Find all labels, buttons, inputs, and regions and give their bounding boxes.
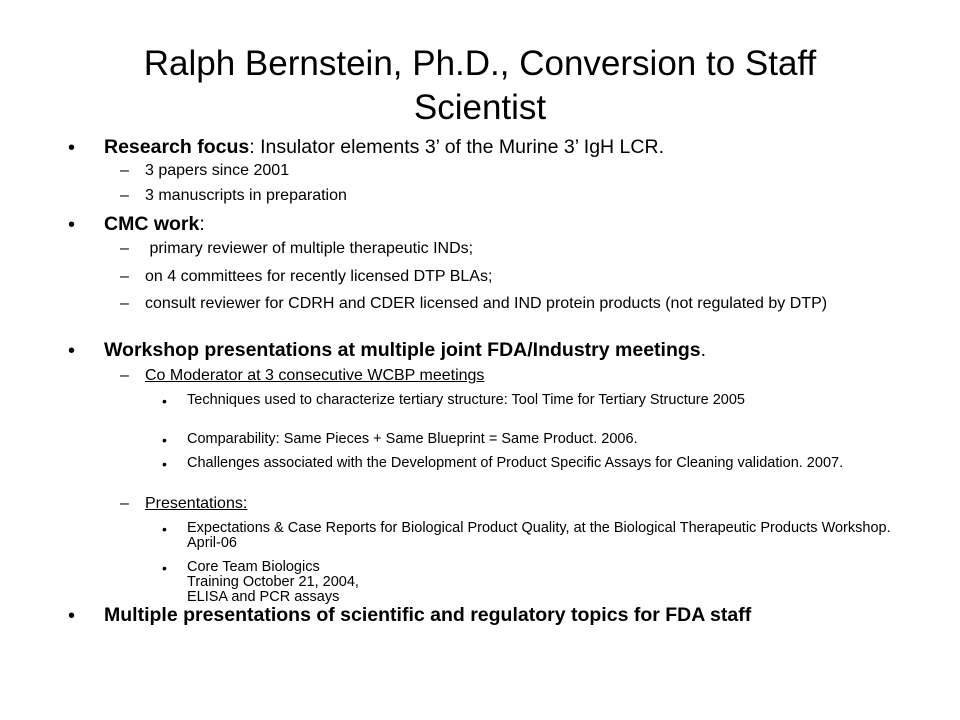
cmc-sub-item: on 4 committees for recently licensed DTP BLAs; bbox=[145, 268, 493, 285]
research-focus-item bbox=[104, 136, 864, 158]
bullet-glyph: • bbox=[162, 393, 167, 409]
bullet-glyph: • bbox=[162, 521, 167, 537]
dash-glyph: – bbox=[120, 162, 129, 179]
dash-glyph: – bbox=[120, 495, 129, 512]
presentation-item: Core Team Biologics Training October 21, 2004, ELISA and PCR assays bbox=[187, 559, 359, 605]
presentation-item: Expectations & Case Reports for Biological Product Quality, at the Biological Therapeutic Products Workshop. April-06 bbox=[187, 520, 891, 551]
wcbp-item: Comparability: Same Pieces + Same Blueprint = Same Product. 2006. bbox=[187, 431, 638, 447]
multiple-presentations-item: Multiple presentations of scientific and regulatory topics for FDA staff bbox=[104, 604, 752, 626]
bullet-glyph: • bbox=[68, 137, 76, 159]
dash-glyph: – bbox=[120, 268, 129, 285]
dash-glyph: – bbox=[120, 295, 129, 312]
presentations-heading: Presentations: bbox=[145, 495, 248, 512]
cmc-work-item bbox=[104, 213, 864, 235]
cmc-sub-item: primary reviewer of multiple therapeutic INDs; bbox=[145, 240, 474, 257]
cmc-work-label: CMC work bbox=[104, 213, 200, 235]
research-sub-item: 3 papers since 2001 bbox=[145, 162, 290, 179]
workshop-label: Workshop presentations at multiple joint FDA/Industry meetings bbox=[104, 339, 701, 361]
research-focus-label: Research focus bbox=[104, 136, 250, 158]
bullet-glyph: • bbox=[162, 560, 167, 576]
slide-title: Ralph Bernstein, Ph.D., Conversion to Staff Scientist bbox=[143, 44, 817, 127]
cmc-sub-item: consult reviewer for CDRH and CDER licensed and IND protein products (not regulated by DTP) bbox=[145, 295, 828, 312]
bullet-glyph: • bbox=[68, 214, 76, 236]
research-focus-text: : Insulator elements 3’ of the Murine 3’ IgH LCR. bbox=[249, 136, 664, 158]
cmc-work-text: : bbox=[199, 213, 205, 235]
wcbp-item: Techniques used to characterize tertiary structure: Tool Time for Tertiary Structure 2005 bbox=[187, 392, 745, 408]
bullet-glyph: • bbox=[162, 432, 167, 448]
workshop-text: . bbox=[700, 339, 707, 361]
comoderator-heading: Co Moderator at 3 consecutive WCBP meetings bbox=[145, 367, 485, 384]
dash-glyph: – bbox=[120, 367, 129, 384]
dash-glyph: – bbox=[120, 240, 129, 257]
wcbp-item: Challenges associated with the Development of Product Specific Assays for Cleaning validation. 2007. bbox=[187, 455, 844, 471]
bullet-glyph: • bbox=[68, 605, 76, 627]
research-sub-item: 3 manuscripts in preparation bbox=[145, 187, 347, 204]
bullet-glyph: • bbox=[68, 340, 76, 362]
dash-glyph: – bbox=[120, 187, 129, 204]
workshop-item bbox=[104, 339, 864, 361]
bullet-glyph: • bbox=[162, 456, 167, 472]
